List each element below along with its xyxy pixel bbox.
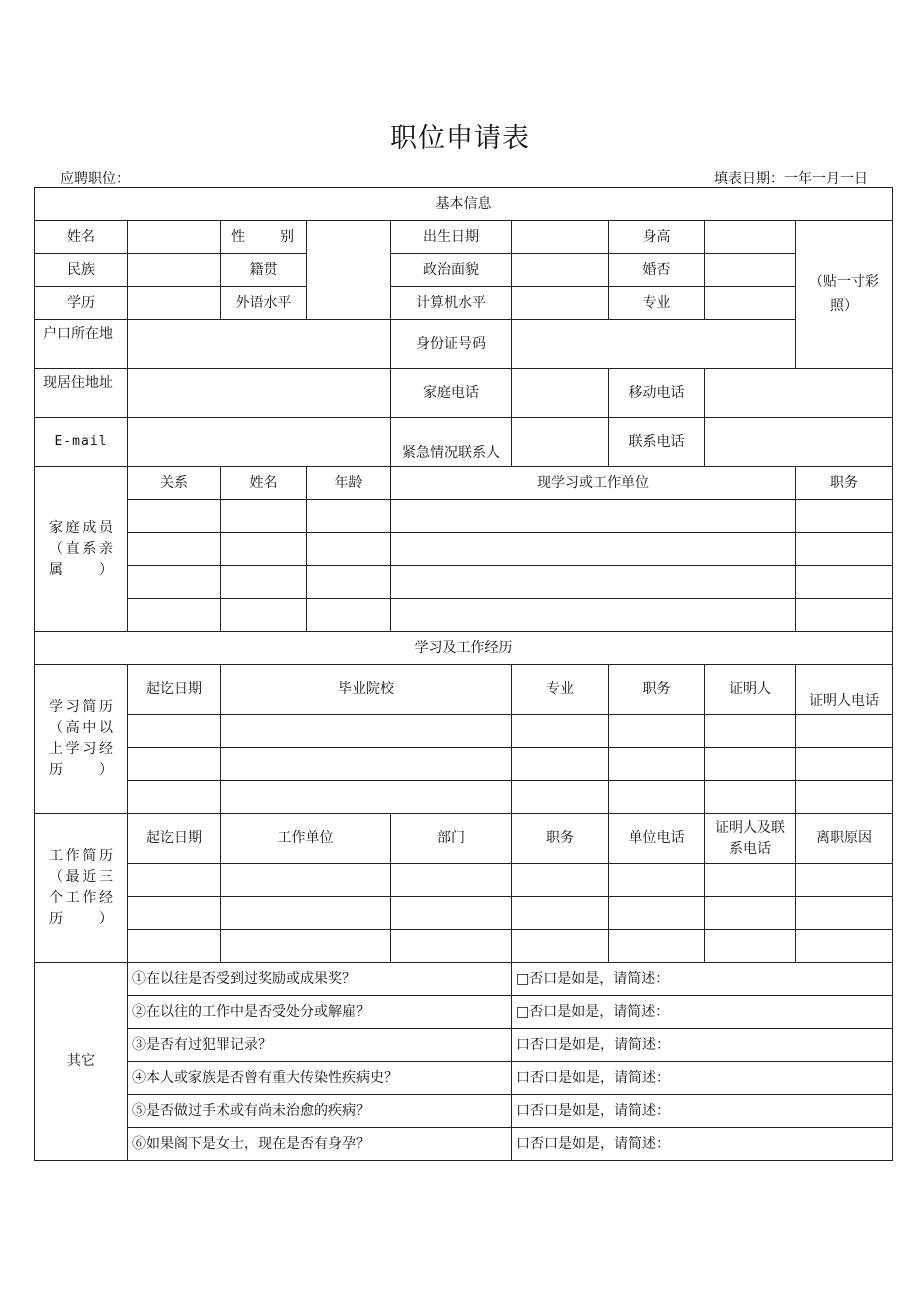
height-field[interactable] <box>705 221 796 254</box>
marital-status-field[interactable] <box>705 254 796 287</box>
family-cell[interactable] <box>307 599 391 632</box>
ethnicity-label: 民族 <box>35 254 128 287</box>
study-cell[interactable] <box>128 715 221 748</box>
home-phone-label: 家庭电话 <box>391 369 512 418</box>
political-status-field[interactable] <box>512 254 609 287</box>
work-history-label: 工作简历（最近三个工作经历） <box>35 814 128 963</box>
family-header-relation: 关系 <box>128 467 221 500</box>
work-cell[interactable] <box>391 864 512 897</box>
family-cell[interactable] <box>221 500 307 533</box>
family-cell[interactable] <box>391 533 796 566</box>
work-cell[interactable] <box>128 864 221 897</box>
study-cell[interactable] <box>512 781 609 814</box>
question-5: ⑤是否做过手术或有尚未治愈的疾病？ <box>128 1095 512 1128</box>
family-members-label: 家庭成员（直系亲属） <box>35 467 128 632</box>
gender-label: 性 别 <box>221 221 307 254</box>
work-cell[interactable] <box>512 864 609 897</box>
work-cell[interactable] <box>391 897 512 930</box>
study-cell[interactable] <box>705 748 796 781</box>
table-row <box>35 599 893 632</box>
work-cell[interactable] <box>705 864 796 897</box>
answer-6[interactable]: 口否口是如是，请简述： <box>512 1128 893 1161</box>
study-cell[interactable] <box>512 715 609 748</box>
work-cell[interactable] <box>609 864 705 897</box>
marital-status-label: 婚否 <box>609 254 705 287</box>
work-cell[interactable] <box>128 930 221 963</box>
table-row <box>35 781 893 814</box>
work-cell[interactable] <box>796 864 893 897</box>
answer-4[interactable]: 口否口是如是，请简述： <box>512 1062 893 1095</box>
answer-5[interactable]: 口否口是如是，请简述： <box>512 1095 893 1128</box>
hukou-label: 户口所在地 <box>35 320 128 369</box>
work-cell[interactable] <box>609 897 705 930</box>
table-row <box>35 897 893 930</box>
family-cell[interactable] <box>796 599 893 632</box>
study-cell[interactable] <box>609 781 705 814</box>
email-label: E-mail <box>35 418 128 467</box>
work-cell[interactable] <box>796 930 893 963</box>
family-cell[interactable] <box>796 566 893 599</box>
table-row <box>35 533 893 566</box>
work-header-referee-contact: 证明人及联系电话 <box>705 814 796 864</box>
study-header-dates: 起讫日期 <box>128 665 221 715</box>
language-level-label: 外语水平 <box>221 287 307 320</box>
question-1: ①在以往是否受到过奖励或成果奖？ <box>128 963 512 996</box>
table-row <box>35 715 893 748</box>
education-field[interactable] <box>128 287 221 320</box>
study-cell[interactable] <box>796 715 893 748</box>
family-cell[interactable] <box>221 566 307 599</box>
mobile-field[interactable] <box>705 369 893 418</box>
work-cell[interactable] <box>512 897 609 930</box>
birth-date-label: 出生日期 <box>391 221 512 254</box>
family-header-position: 职务 <box>796 467 893 500</box>
applied-position-label: 应聘职位： <box>60 171 130 187</box>
home-phone-field[interactable] <box>512 369 609 418</box>
address-label: 现居住地址 <box>35 369 128 418</box>
study-header-position: 职务 <box>609 665 705 715</box>
study-cell[interactable] <box>705 781 796 814</box>
table-row <box>35 864 893 897</box>
study-cell[interactable] <box>221 715 512 748</box>
family-cell[interactable] <box>128 533 221 566</box>
table-row <box>35 566 893 599</box>
other-label: 其它 <box>35 963 128 1161</box>
application-form-table <box>34 187 893 1161</box>
major-field[interactable] <box>705 287 796 320</box>
emergency-contact-label: 紧急情况联系人 <box>391 418 512 467</box>
work-cell[interactable] <box>221 864 391 897</box>
family-cell[interactable] <box>128 500 221 533</box>
study-cell[interactable] <box>221 748 512 781</box>
work-header-leave-reason: 离职原因 <box>796 814 893 864</box>
political-status-label: 政治面貌 <box>391 254 512 287</box>
major-label: 专业 <box>609 287 705 320</box>
native-place-label: 籍贯 <box>221 254 307 287</box>
form-title: 职位申请表 <box>390 123 530 154</box>
work-header-company-phone: 单位电话 <box>609 814 705 864</box>
study-header-referee: 证明人 <box>705 665 796 715</box>
family-cell[interactable] <box>391 599 796 632</box>
work-cell[interactable] <box>705 897 796 930</box>
work-cell[interactable] <box>221 930 391 963</box>
family-cell[interactable] <box>391 500 796 533</box>
question-2: ②在以往的工作中是否受处分或解雇？ <box>128 996 512 1029</box>
table-row <box>35 500 893 533</box>
study-cell[interactable] <box>705 715 796 748</box>
family-header-workplace: 现学习或工作单位 <box>391 467 796 500</box>
gender-field[interactable] <box>307 221 391 320</box>
family-cell[interactable] <box>128 599 221 632</box>
family-cell[interactable] <box>307 500 391 533</box>
work-cell[interactable] <box>796 897 893 930</box>
family-header-age: 年龄 <box>307 467 391 500</box>
table-row <box>35 930 893 963</box>
hukou-field[interactable] <box>128 320 391 369</box>
work-cell[interactable] <box>705 930 796 963</box>
address-field[interactable] <box>128 369 391 418</box>
study-cell[interactable] <box>609 715 705 748</box>
work-cell[interactable] <box>221 897 391 930</box>
table-row <box>35 748 893 781</box>
study-cell[interactable] <box>128 781 221 814</box>
height-label: 身高 <box>609 221 705 254</box>
family-cell[interactable] <box>391 566 796 599</box>
basic-info-heading: 基本信息 <box>35 188 893 221</box>
birth-date-field[interactable] <box>512 221 609 254</box>
family-cell[interactable] <box>221 533 307 566</box>
computer-level-label: 计算机水平 <box>391 287 512 320</box>
study-cell[interactable] <box>128 748 221 781</box>
contact-phone-label: 联系电话 <box>609 418 705 467</box>
work-cell[interactable] <box>609 930 705 963</box>
study-cell[interactable] <box>221 781 512 814</box>
computer-level-field[interactable] <box>512 287 609 320</box>
answer-1[interactable]: □否口是如是，请简述： <box>512 963 893 996</box>
study-header-referee-phone: 证明人电话 <box>796 665 893 715</box>
email-field[interactable] <box>128 418 391 467</box>
work-cell[interactable] <box>512 930 609 963</box>
family-header-name: 姓名 <box>221 467 307 500</box>
ethnicity-field[interactable] <box>128 254 221 287</box>
id-number-field[interactable] <box>512 320 796 369</box>
emergency-contact-field[interactable] <box>512 418 609 467</box>
name-label: 姓名 <box>35 221 128 254</box>
name-field[interactable] <box>128 221 221 254</box>
history-heading: 学习及工作经历 <box>35 632 893 665</box>
study-cell[interactable] <box>796 748 893 781</box>
question-3: ③是否有过犯罪记录？ <box>128 1029 512 1062</box>
work-header-department: 部门 <box>391 814 512 864</box>
answer-2[interactable]: □否口是如是，请简述： <box>512 996 893 1029</box>
mobile-label: 移动电话 <box>609 369 705 418</box>
family-cell[interactable] <box>796 500 893 533</box>
family-cell[interactable] <box>796 533 893 566</box>
family-cell[interactable] <box>307 566 391 599</box>
study-header-school: 毕业院校 <box>221 665 512 715</box>
education-label: 学历 <box>35 287 128 320</box>
work-header-employer: 工作单位 <box>221 814 391 864</box>
answer-3[interactable]: 口否口是如是，请简述： <box>512 1029 893 1062</box>
study-cell[interactable] <box>609 748 705 781</box>
fill-date-label: 填表日期：一年一月一日 <box>714 171 868 187</box>
study-cell[interactable] <box>796 781 893 814</box>
work-header-position: 职务 <box>512 814 609 864</box>
family-cell[interactable] <box>128 566 221 599</box>
work-cell[interactable] <box>391 930 512 963</box>
study-header-major: 专业 <box>512 665 609 715</box>
family-cell[interactable] <box>221 599 307 632</box>
work-header-dates: 起讫日期 <box>128 814 221 864</box>
photo-box[interactable]: （贴一寸彩照） <box>796 221 893 369</box>
family-cell[interactable] <box>307 533 391 566</box>
contact-phone-field[interactable] <box>705 418 893 467</box>
question-4: ④本人或家族是否曾有重大传染性疾病史？ <box>128 1062 512 1095</box>
study-cell[interactable] <box>512 748 609 781</box>
work-cell[interactable] <box>128 897 221 930</box>
study-history-label: 学习简历（高中以上学习经历） <box>35 665 128 814</box>
id-number-label: 身份证号码 <box>391 320 512 369</box>
question-6: ⑥如果阁下是女士，现在是否有身孕？ <box>128 1128 512 1161</box>
